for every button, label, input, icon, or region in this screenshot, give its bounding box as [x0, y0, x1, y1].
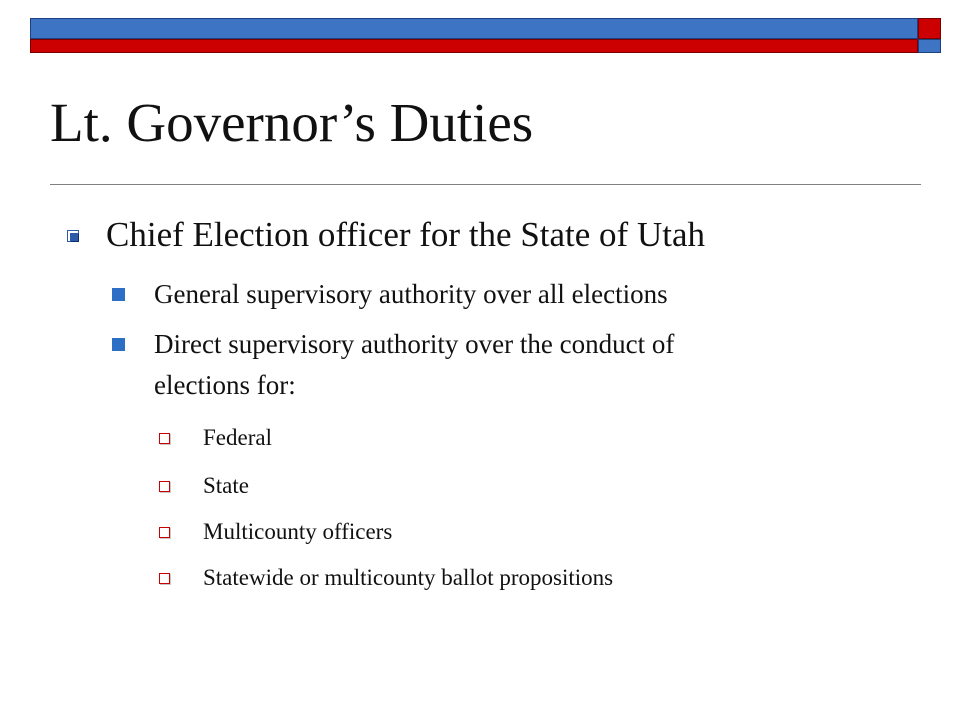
hollow-square-bullet-icon [159, 573, 170, 584]
office-item: Statewide or multicounty ballot propositions [203, 565, 614, 590]
sub-point-continuation: elections for: [154, 370, 296, 400]
hollow-square-bullet-icon [159, 527, 170, 538]
header-blue-bar [30, 18, 918, 39]
hollow-square-bullet-icon [159, 433, 170, 444]
header-red-square [918, 18, 941, 39]
header-blue-square [918, 39, 941, 53]
sub-point: Direct supervisory authority over the conduct of [154, 329, 675, 359]
slide-title: Lt. Governor’s Duties [50, 92, 534, 153]
square-bullet-icon [112, 288, 125, 301]
header-red-bar [30, 39, 918, 53]
square-bullet-icon [112, 338, 125, 351]
sub-point: General supervisory authority over all elections [154, 279, 668, 309]
square-bullet-icon [67, 230, 79, 242]
office-item: State [203, 473, 249, 498]
main-point: Chief Election officer for the State of Utah [106, 215, 705, 254]
title-divider [50, 184, 921, 185]
office-item: Federal [203, 425, 272, 450]
office-item: Multicounty officers [203, 519, 393, 544]
hollow-square-bullet-icon [159, 481, 170, 492]
